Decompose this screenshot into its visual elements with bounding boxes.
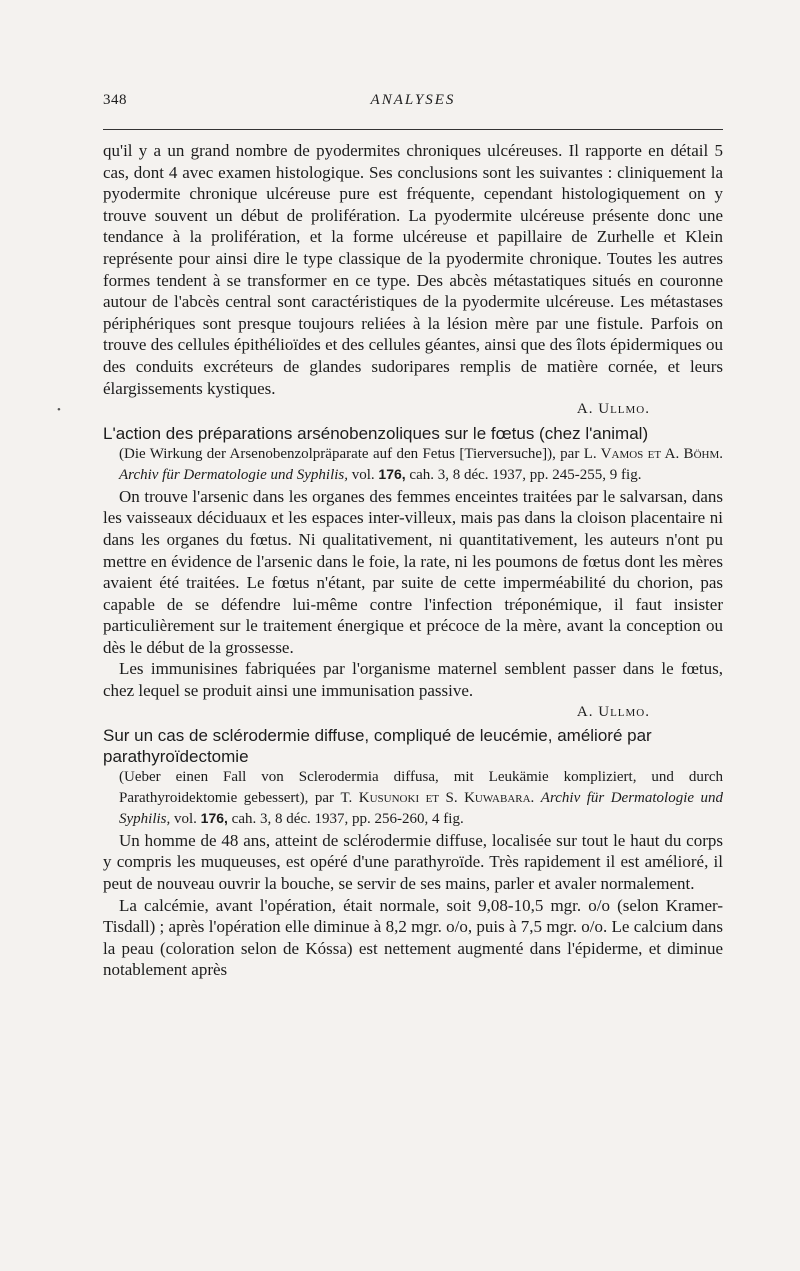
article1-reference: (Die Wirkung der Arsenobenzolpräparate auf den Fetus [Tierversuche]), par L. Vamos et A. Böhm. Archiv für Dermatologie und Syphilis, vol. 176, cah. 3, 8 déc. 1937, pp. 245-255, 9 fig. <box>119 445 723 484</box>
running-title: ANALYSES <box>370 92 456 108</box>
article1-paragraph-2: Les immunisines fabriquées par l'organisme maternel semblent passer dans le fœtus, chez lequel se produit ainsi une immunisation passive. <box>103 659 723 701</box>
article0-paragraph: qu'il y a un grand nombre de pyodermites chroniques ulcéreuses. Il rapporte en détail 5 cas, dont 4 avec examen histologique. Ses conclusions sont les suivantes : cliniquement la pyodermite chronique ulcéreuse pure est fréquente, cependant histologiquement on y trouve souvent un début de prolifération. La pyodermite ulcéreuse présente donc une tendance à la prolifération, et la forme ulcéreuse et papillaire de Zurhelle et Klein représente pour ainsi dire le type classique de la pyodermite chronique. Toutes les autres formes tendent à se transformer en ce type. Des abcès métastatiques situés en couronne autour de l'abcès central sont caractéristiques de la pyodermite ulcéreuse. Les métastases périphériques sont presque toujours reliées à la lésion mère par une fistule. Parfois on trouve des cellules épithélioïdes et des cellules géantes, ainsi que des îlots épidermiques ou des conduits excréteurs de glandes sudoripares remplis de matière cornée, et leurs élargissements kystiques. <box>103 141 723 398</box>
page <box>103 92 724 980</box>
header-rule <box>103 129 723 130</box>
article2-paragraph-2: La calcémie, avant l'opération, était normale, soit 9,08-10,5 mgr. o/o (selon Kramer-Tisdall) ; après l'opération elle diminue à 8,2 mgr. o/o, puis à 7,5 mgr. o/o. Le calcium dans la peau (coloration selon de Kóssa) est nettement augmenté dans l'épiderme, et diminue notablement après <box>103 895 723 980</box>
page-header <box>103 92 723 116</box>
article2-journal: Archiv für Dermatologie und Syphilis, <box>119 789 724 828</box>
article1-journal: Archiv für Dermatologie und Syphilis, <box>119 467 348 484</box>
article1-signature: A. Ullmo. <box>576 703 650 720</box>
article1-paragraph-1: On trouve l'arsenic dans les organes des femmes enceintes traitées par le salvarsan, dans les vaisseaux déciduaux et les espaces inter-villeux, mais pas dans la cloison placentaire ni dans les organes du fœtus. Ni qualitativement, ni quantitativement, les auteurs n'ont pu mettre en évidence de l'arsenic dans le foie, la rate, ni les poumons de fœtus dont les mères avaient été traitées. Le fœtus n'étant, par suite de cette imperméabilité du chorion, pas capable de se défendre lui-même contre l'infection tréponémique, il faut insister particulièrement sur le traitement énergique et précoce de la mère, avant la conception ou dès le début de la grossesse. <box>103 486 723 657</box>
article2-authors: T. Kusunoki et S. Kuwabara. <box>340 789 535 806</box>
margin-dot: • <box>57 404 61 416</box>
page-number: 348 <box>103 92 127 108</box>
article2-title: Sur un cas de sclérodermie diffuse, compliqué de leucémie, amélioré par parathyroïdectomie <box>103 726 652 767</box>
article2-paragraph-1: Un homme de 48 ans, atteint de sclérodermie diffuse, localisée sur tout le haut du corps y compris les muqueuses, est opéré d'une parathyroïde. Très rapidement il est amélioré, il peut de nouveau ouvrir la bouche, se servir de ses mains, parler et avaler normalement. <box>103 830 723 893</box>
article2-volume: 176, <box>200 810 228 827</box>
article1-authors: L. Vamos et A. Böhm. <box>583 445 723 462</box>
article1-volume: 176, <box>378 466 406 483</box>
article2-reference: (Ueber einen Fall von Sclerodermia diffusa, mit Leukämie kompliziert, und durch Parathyroidektomie gebessert), par T. Kusunoki et S. Kuwabara. Archiv für Dermatologie und Syphilis, vol. 176, cah. 3, 8 déc. 1937, pp. 256-260, 4 fig. <box>119 769 724 828</box>
page-body <box>103 140 723 981</box>
article1-title: L'action des préparations arsénobenzoliques sur le fœtus (chez l'animal) <box>103 423 649 443</box>
article0-signature: A. Ullmo. <box>576 401 650 418</box>
